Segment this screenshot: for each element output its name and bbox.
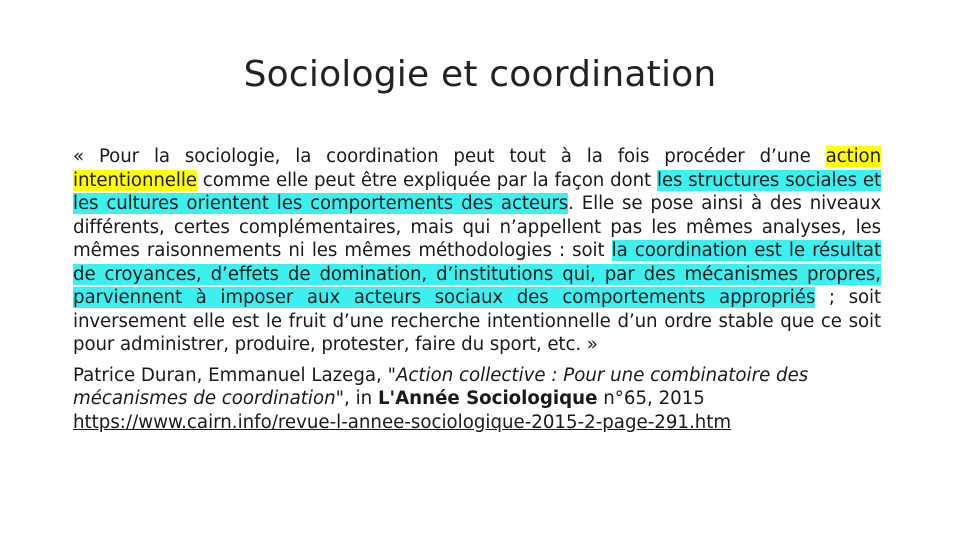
quote-text-part-3: . Elle se pose ainsi à des niveaux différents, certes complémentaires, mais qui n’appellent pas les mêmes analyses, les mêmes raisonnements ni les mêmes méthodologies : soit bbox=[73, 193, 881, 261]
quote-text-part-1: « Pour la sociologie, la coordination peut tout à la fois procéder d’une bbox=[73, 146, 826, 167]
citation-after-title: ", in bbox=[335, 388, 378, 409]
highlight-yellow: action intentionnelle bbox=[73, 146, 881, 191]
citation-title: Action collective : Pour une combinatoire des mécanismes de coordination bbox=[73, 364, 809, 409]
quote-paragraph bbox=[73, 145, 881, 357]
slide-body bbox=[73, 145, 881, 434]
citation-journal: L'Année Sociologique bbox=[377, 388, 598, 409]
quote-text-part-4: ; soit inversement elle est le fruit d’une recherche intentionnelle d’un ordre stable que ce soit pour administrer, produire, protester, faire du sport, etc. » bbox=[73, 287, 881, 355]
citation-authors: Patrice Duran, Emmanuel Lazega, " bbox=[73, 364, 396, 386]
slide-title: Sociologie et coordination bbox=[243, 54, 717, 95]
citation-link[interactable]: https://www.cairn.info/revue-l-annee-sociologique-2015-2-page-291.htm bbox=[73, 411, 732, 433]
citation-issue: n°65, 2015 bbox=[597, 388, 705, 409]
highlight-cyan-structures: les structures sociales et les cultures orientent les comportements des acteurs bbox=[73, 169, 881, 214]
citation bbox=[73, 364, 881, 435]
highlight-cyan-coordination: la coordination est le résultat de croyances, d’effets de domination, d’institutions qui, par des mécanismes propres, parviennent à imposer aux acteurs sociaux des comportements appropriés bbox=[73, 240, 882, 308]
quote-text-part-2: comme elle peut être expliquée par la façon dont bbox=[196, 169, 657, 191]
